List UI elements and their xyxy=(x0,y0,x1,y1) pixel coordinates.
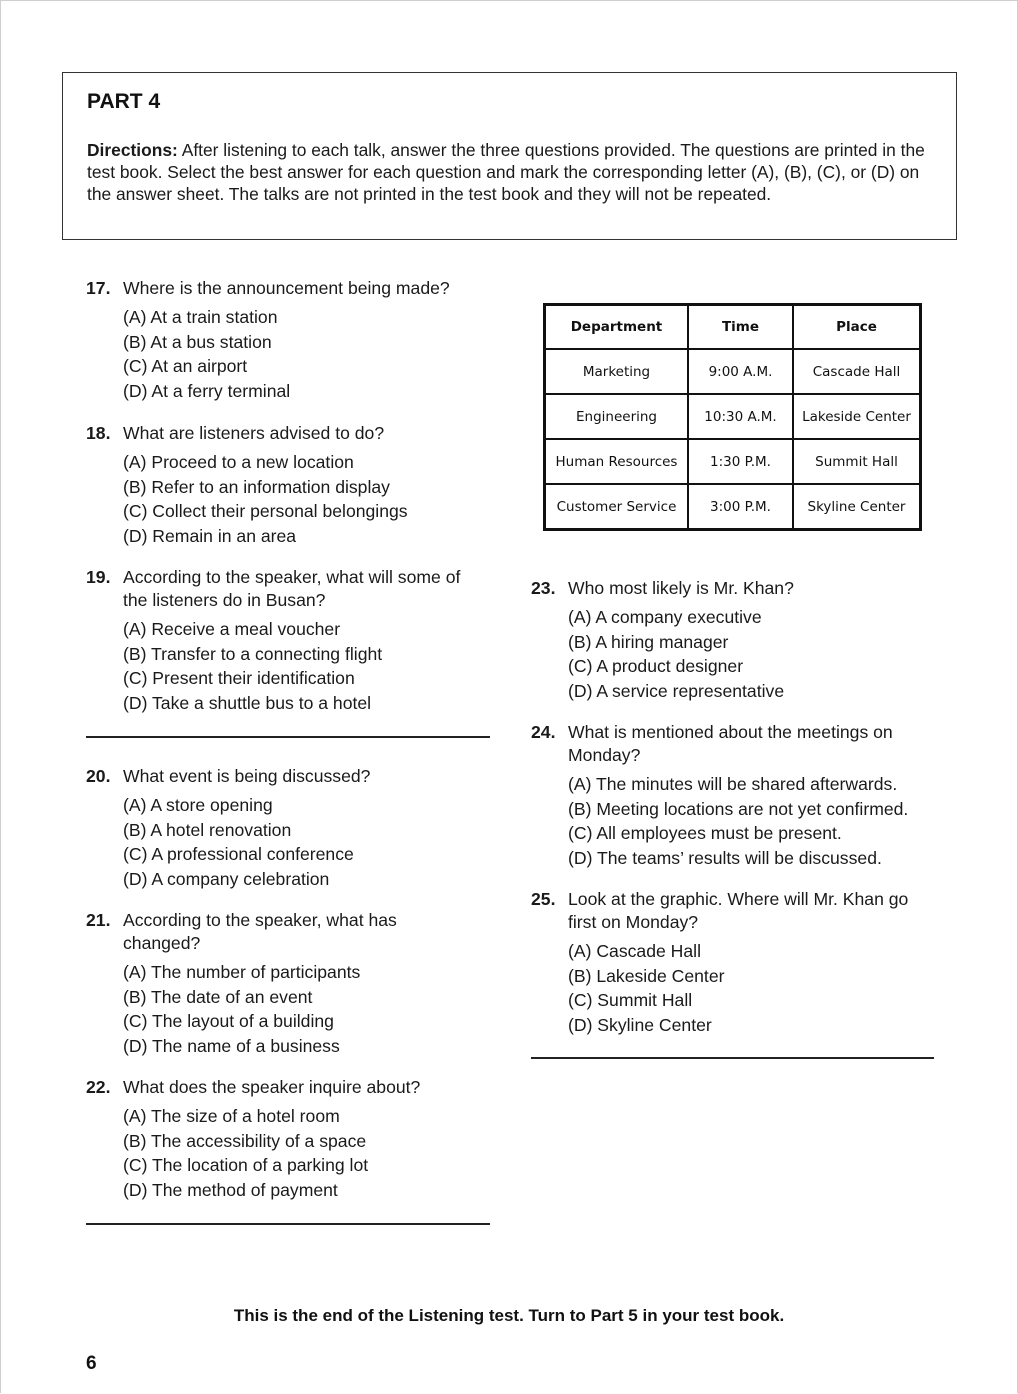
option-a: (A) The number of participants xyxy=(123,962,361,982)
option-list xyxy=(123,617,488,715)
option-d: (D) The name of a business xyxy=(123,1035,340,1056)
part-title: PART 4 xyxy=(87,90,161,113)
end-of-listening-note: This is the end of the Listening test. Turn to Part 5 in your test book. xyxy=(233,1306,785,1325)
table-cell: Human Resources xyxy=(545,439,689,484)
question-stem: What event is being discussed? xyxy=(123,766,371,786)
option-a: (A) Proceed to a new location xyxy=(123,452,354,472)
schedule-table xyxy=(543,303,922,531)
option-a: (A) The size of a hotel room xyxy=(123,1106,340,1126)
table-cell: Lakeside Center xyxy=(793,394,921,439)
option-c: (C) Collect their personal belongings xyxy=(123,501,408,521)
question-number: 23. xyxy=(531,578,556,598)
option-b: (B) Meeting locations are not yet confirmed. xyxy=(568,798,909,819)
option-c: (C) Summit Hall xyxy=(568,990,693,1010)
table-cell: 9:00 A.M. xyxy=(688,349,793,394)
question-stem: What is mentioned about the meetings on Monday? xyxy=(568,722,893,765)
option-c: (C) A professional conference xyxy=(123,844,354,864)
option-list xyxy=(568,605,933,703)
option-c: (C) Present their identification xyxy=(123,668,355,688)
table-row xyxy=(545,394,921,439)
option-list xyxy=(123,1104,488,1202)
column-header: Place xyxy=(793,305,921,350)
option-d: (D) The teams’ results will be discussed. xyxy=(568,847,882,868)
table-cell: 3:00 P.M. xyxy=(688,484,793,530)
question-21 xyxy=(86,909,423,1058)
option-a: (A) A company executive xyxy=(568,607,762,627)
option-b: (B) A hotel renovation xyxy=(123,819,292,840)
question-number: 18. xyxy=(86,423,111,443)
table-row xyxy=(545,349,921,394)
option-b: (B) At a bus station xyxy=(123,331,272,352)
option-d: (D) A service representative xyxy=(568,680,785,701)
question-number: 24. xyxy=(531,722,556,742)
question-number: 19. xyxy=(86,567,111,587)
question-stem: According to the speaker, what has changed? xyxy=(123,910,397,953)
option-d: (D) Take a shuttle bus to a hotel xyxy=(123,692,372,713)
question-stem: Look at the graphic. Where will Mr. Khan go first on Monday? xyxy=(568,889,909,932)
question-number: 21. xyxy=(86,910,111,930)
option-c: (C) All employees must be present. xyxy=(568,823,842,843)
option-a: (A) Cascade Hall xyxy=(568,941,701,961)
question-number: 20. xyxy=(86,766,111,786)
column-header: Department xyxy=(545,305,689,350)
option-c: (C) A product designer xyxy=(568,656,744,676)
table-cell: Engineering xyxy=(545,394,689,439)
directions-text xyxy=(87,139,937,205)
option-a: (A) The minutes will be shared afterwards. xyxy=(568,774,898,794)
table-cell: 1:30 P.M. xyxy=(688,439,793,484)
directions-label: Directions: xyxy=(87,140,178,160)
option-list xyxy=(568,772,933,870)
question-stem: Who most likely is Mr. Khan? xyxy=(568,578,794,598)
option-c: (C) The layout of a building xyxy=(123,1011,334,1031)
question-18 xyxy=(86,422,488,548)
column-header: Time xyxy=(688,305,793,350)
section-divider xyxy=(86,736,490,738)
table-cell: Skyline Center xyxy=(793,484,921,530)
option-b: (B) The accessibility of a space xyxy=(123,1130,367,1151)
directions-body: After listening to each talk, answer the three questions provided. The questions are printed in the test book. Select the best answer for each question and mark the corresponding letter (A), (B), (C), or (D) on the answer sheet. The talks are not printed in the test book and they will not be repeated. xyxy=(87,140,925,204)
question-number: 25. xyxy=(531,889,556,909)
question-stem: Where is the announcement being made? xyxy=(123,278,450,298)
question-22 xyxy=(86,1076,488,1202)
option-b: (B) Lakeside Center xyxy=(568,965,725,986)
question-19 xyxy=(86,566,488,715)
option-b: (B) A hiring manager xyxy=(568,631,729,652)
option-c: (C) At an airport xyxy=(123,356,248,376)
question-17 xyxy=(86,277,488,403)
table-row xyxy=(545,484,921,530)
question-number: 22. xyxy=(86,1077,111,1097)
option-a: (A) Receive a meal voucher xyxy=(123,619,341,639)
option-d: (D) Remain in an area xyxy=(123,525,297,546)
option-list xyxy=(123,960,423,1058)
question-23 xyxy=(531,577,933,703)
option-list xyxy=(123,305,488,403)
page-number: 6 xyxy=(86,1353,97,1374)
option-d: (D) The method of payment xyxy=(123,1179,338,1200)
option-b: (B) The date of an event xyxy=(123,986,313,1007)
table-cell: 10:30 A.M. xyxy=(688,394,793,439)
option-d: (D) Skyline Center xyxy=(568,1014,712,1035)
table-row xyxy=(545,439,921,484)
table-cell: Cascade Hall xyxy=(793,349,921,394)
question-stem: What are listeners advised to do? xyxy=(123,423,385,443)
option-d: (D) A company celebration xyxy=(123,868,330,889)
question-25 xyxy=(531,888,933,1037)
option-b: (B) Refer to an information display xyxy=(123,476,390,497)
option-list xyxy=(123,450,488,548)
question-24 xyxy=(531,721,933,870)
table-cell: Marketing xyxy=(545,349,689,394)
option-list xyxy=(123,793,488,891)
option-b: (B) Transfer to a connecting flight xyxy=(123,643,383,664)
question-20 xyxy=(86,765,488,891)
question-stem: According to the speaker, what will some of the listeners do in Busan? xyxy=(123,567,461,610)
section-divider xyxy=(86,1223,490,1225)
option-c: (C) The location of a parking lot xyxy=(123,1155,369,1175)
question-stem: What does the speaker inquire about? xyxy=(123,1077,421,1097)
section-divider xyxy=(531,1057,934,1059)
table-cell: Customer Service xyxy=(545,484,689,530)
option-a: (A) At a train station xyxy=(123,307,278,327)
directions-box xyxy=(62,72,957,240)
table-header-row xyxy=(545,305,921,350)
option-a: (A) A store opening xyxy=(123,795,273,815)
option-d: (D) At a ferry terminal xyxy=(123,380,291,401)
question-number: 17. xyxy=(86,278,111,298)
table-cell: Summit Hall xyxy=(793,439,921,484)
option-list xyxy=(568,939,933,1037)
